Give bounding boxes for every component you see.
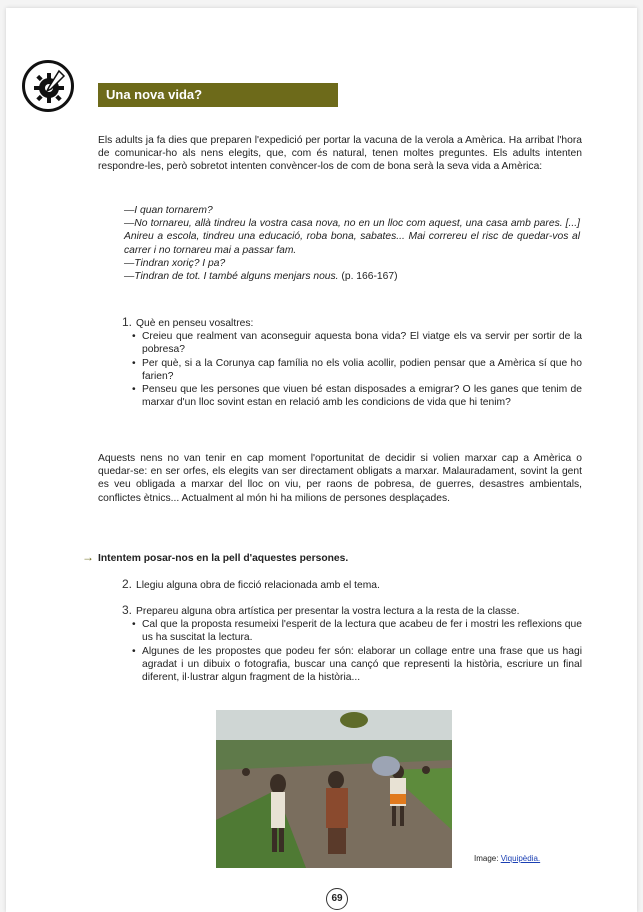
credit-link[interactable]: Viquipèdia. [500, 854, 541, 863]
gear-pen-icon [22, 60, 74, 112]
question-text: Llegiu alguna obra de ficció relacionada amb el tema. [136, 580, 380, 591]
quote-block [124, 204, 580, 283]
page-number: 69 [326, 888, 348, 910]
question-number: 1. [122, 315, 133, 329]
question-number: 2. [122, 577, 133, 591]
credit-label: Image: [474, 854, 501, 863]
bullet-item: • Penseu que les persones que viuen bé estan disposades a emigrar? O les ganes que tenim de marxar d'un lloc sovint estan en relació amb les condicions de vida que hi tenim? [132, 383, 582, 409]
image-credit [474, 854, 540, 863]
activity-heading [82, 550, 582, 564]
question-number: 3. [122, 603, 133, 617]
quote-line [124, 270, 580, 283]
question-1 [122, 316, 582, 409]
quote-last-line: —Tindran de tot. I també alguns menjars nous. [124, 271, 339, 283]
question-2 [122, 578, 582, 592]
question-3 [122, 604, 582, 684]
bullet-item: • Algunes de les propostes que podeu fer són: elaborar un collage entre una frase que us hagi agradat i un dibuix o fotografia, buscar una cançó que representi la història, escriure un final diferent, il·lustrar algun fragment de la història... [132, 645, 582, 685]
question-3-bullets [122, 618, 582, 684]
bullet-item: • Cal que la proposta resumeixi l'esperit de la lectura que acabeu de fer i mostri les reflexions que us ha suscitat la lectura. [132, 618, 582, 644]
page [6, 8, 637, 912]
activity-text: Intentem posar-nos en la pell d'aquestes persones. [98, 553, 349, 564]
quote-line: —I quan tornarem? [124, 205, 213, 216]
quote-source: (p. 166-167) [338, 271, 398, 283]
question-text: Prepareu alguna obra artística per presentar la vostra lectura a la resta de la classe. [136, 606, 520, 617]
bullet-item: • Per què, si a la Corunya cap família no els volia acollir, podien pensar que a Amèrica sí que ho farien? [132, 357, 582, 383]
quote-line: —Tindran xoriç? I pa? [124, 257, 226, 269]
arrow-right-icon: → [82, 550, 94, 564]
quote-line: —No tornareu, allà tindreu la vostra casa nova, no en un lloc com aquest, una casa amb pares. [...] Anireu a escola, tindreu una educació, roba bona, sabates... Mai correreu el risc de quedar-vos al carrer i no tornareu mai a passar fam. [124, 218, 580, 256]
intro-paragraph: Els adults ja fa dies que preparen l'expedició per portar la vacuna de la verola a Amèrica. Ha arribat l'hora de comunicar-ho als nens elegits, que, com és natural, tenen moltes preguntes. Els adults intenten respondre-les, però sobretot intenten convèncer-los de com de bona serà la seva vida a Amèrica: [98, 135, 582, 173]
refugees-walking-photo [216, 710, 452, 868]
context-paragraph: Aquests nens no van tenir en cap moment l'oportunitat de decidir si volien marxar cap a Amèrica o quedar-se: en ser orfes, els elegits van ser directament obligats a marxar. Malauradament, sovint la gent es veu obligada a marxar del lloc on viu, per raons de pobresa, de guerres, desastres ambientals, conflictes ètnics... Actualment al món hi ha milions de persones desplaçades. [98, 453, 582, 504]
section-title: Una nova vida? [98, 83, 338, 107]
question-1-bullets [122, 330, 582, 409]
question-text: Què en penseu vosaltres: [136, 318, 254, 329]
bullet-item: • Creieu que realment van aconseguir aquesta bona vida? El viatge els va servir per sortir de la pobresa? [132, 330, 582, 356]
